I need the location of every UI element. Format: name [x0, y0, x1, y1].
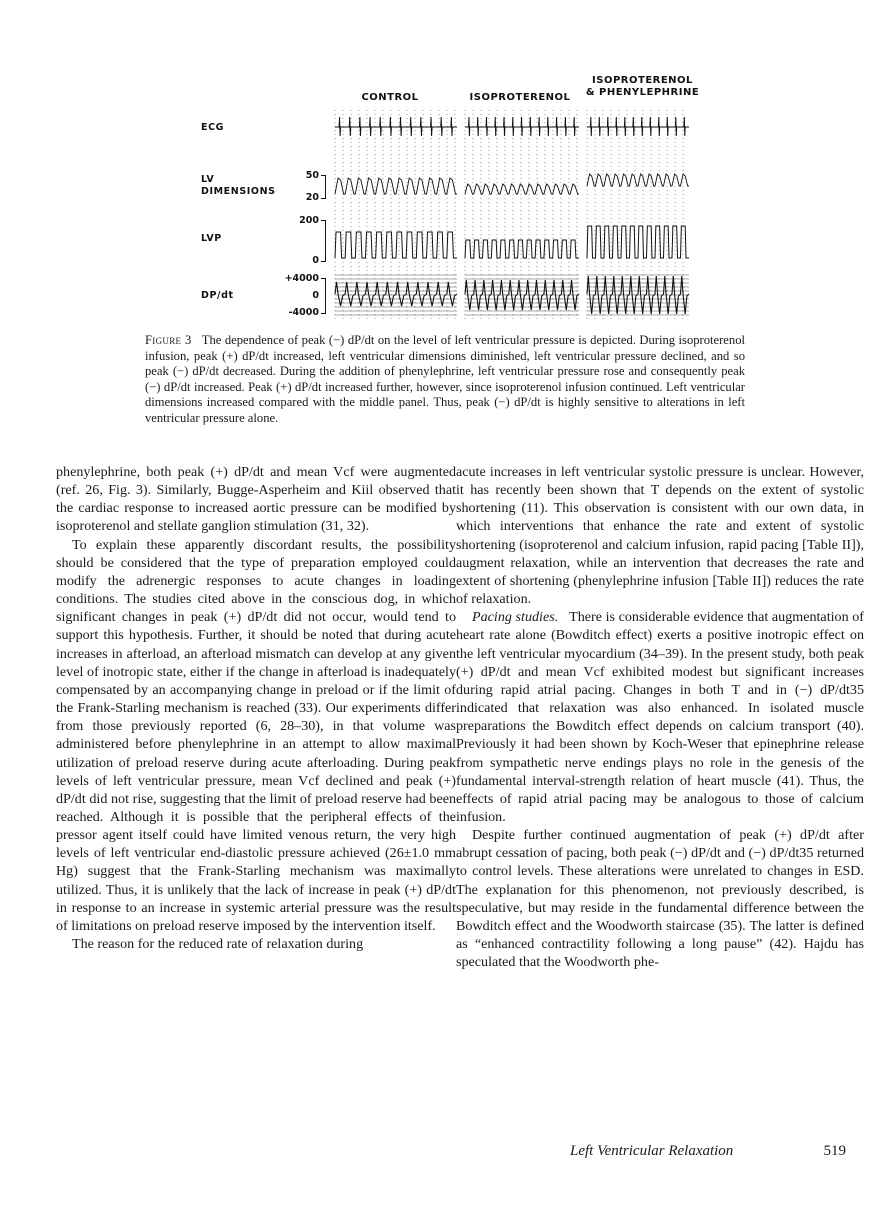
paragraph: Despite further continued augmentation of peak (+) dP/dt after abrupt cessation of pacing, both peak (−) dP/dt and (−) dP/dt35 returned to control levels. These alterations were unrelated to changes in ESD. The explanation for this phenomenon, not previously described, is speculative, but may reside in the fundamental difference between the Bowditch effect and the Woodworth staircase (35). The latter is defined as “enhanced contractility following a long pause” (42). Hajdu has speculated that the Woodworth phe-	[456, 827, 864, 971]
caption-text: The dependence of peak (−) dP/dt on the level of left ventricular pressure is depicted. During isoproterenol infusion, peak (+) dP/dt increased, left ventricular dimensions diminished, left ventricular pressure declined, and so peak (−) dP/dt decreased. During the addition of phenylephrine, left ventricular pressure rose and consequently peak (−) dP/dt increased. Peak (+) dP/dt increased further, however, since isoproterenol infusion continued. Left ventricular dimensions increased compared with the middle panel. Thus, peak (−) dP/dt is highly sensitive to alterations in left ventricular pressure alone.	[145, 333, 745, 425]
tick-dpdt-minus4000: -4000	[288, 307, 319, 318]
row-label-lvp: LVP	[201, 233, 222, 244]
figure-caption	[145, 333, 745, 427]
panel-title-isoproterenol: ISOPROTERENOL	[469, 92, 571, 103]
caption-label: Figure 3	[145, 333, 192, 347]
body-left-column	[56, 463, 456, 953]
body-right-column	[456, 463, 864, 971]
paragraph-pacing-studies	[456, 608, 864, 826]
ecg-trace	[465, 117, 579, 136]
running-title: Left Ventricular Relaxation	[570, 1143, 734, 1159]
paragraph: phenylephrine, both peak (+) dP/dt and mean Vcf were augmented (ref. 26, Fig. 3). Similarly, Bugge-Asperheim and Kiil observed that the cardiac response to increased aortic pressure can be modified by isoproterenol and stellate ganglion stimulation (31, 32).	[56, 464, 456, 535]
row-label-lv: LV	[201, 174, 215, 185]
tick-lvd-50: 50	[305, 170, 319, 181]
tick-dpdt-0: 0	[312, 290, 319, 301]
paragraph: acute increases in left ventricular systolic pressure is unclear. However, it has recently been shown that T depends on the extent of systolic shortening (11). This observation is consistent with our own data, in which interventions that enhance the rate and extent of systolic shortening (isoproterenol and calcium infusion, rapid pacing [Table II]), augment relaxation, while an intervention that decreases the rate and extent of shortening (phenylephrine infusion [Table II]) reduces the rate of relaxation.	[456, 464, 864, 608]
lv-dimension-trace	[465, 184, 579, 194]
row-label-dimensions: DIMENSIONS	[201, 186, 276, 197]
panel-title-line2: & PHENYLEPHRINE	[585, 87, 700, 98]
tick-lvp-0: 0	[312, 255, 319, 266]
panel-title-line1: ISOPROTERENOL	[592, 75, 693, 86]
tick-lvp-200: 200	[299, 215, 319, 226]
row-label-ecg: ECG	[201, 122, 225, 133]
row-label-dpdt: DP/dt	[201, 290, 234, 301]
section-heading-pacing-studies: Pacing studies.	[472, 609, 559, 626]
tick-dpdt-plus4000: +4000	[284, 273, 319, 284]
lvp-trace	[465, 240, 579, 258]
tracings-svg	[195, 70, 695, 325]
panel-title-control: CONTROL	[361, 92, 419, 103]
page-number: 519	[823, 1143, 846, 1159]
paragraph: To explain these apparently discordant results, the possibility should be considered that the type of preparation employed could modify the adrenergic responses to acute changes in loading conditions. The studies cited above in the conscious dog, in which significant changes in peak (+) dP/dt did not occur, would tend to support this hypothesis. Further, it should be noted that during acute increases in afterload, an afterload mismatch can develop at any given level of inotropic state, either if the change in afterload is inadequately compensated by an accompanying change in preload or if the limit of the Frank-Starling mechanism is reached (33). Our experiments differ from those previously reported (6, 28–30), in that volume was administered before phenylephrine in an attempt to allow maximal utilization of preload reserve during acute afterloading. During peak levels of left ventricular pressure, mean Vcf declined and peak (+) dP/dt did not rise, suggesting that the limit of preload reserve had been reached. Although it is possible that the peripheral effects of the pressor agent itself could have limited venous return, the very high levels of left ventricular end-diastolic pressure achieved (26±1.0 mm Hg) suggest that the Frank-Starling mechanism was maximally utilized. Thus, it is unlikely that the lack of increase in peak (+) dP/dt in response to an increase in systemic arterial pressure was the result of limitations on preload reserve imposed by the intervention itself.	[56, 536, 456, 934]
paragraph: The reason for the reduced rate of relaxation during	[72, 936, 364, 953]
figure-3	[195, 70, 700, 325]
lv-dimension-trace	[587, 174, 689, 186]
lvp-trace	[587, 226, 689, 258]
page-footer	[570, 1143, 846, 1160]
ecg-trace	[587, 117, 689, 136]
ecg-trace	[335, 117, 457, 136]
tick-lvd-20: 20	[305, 192, 319, 203]
paragraph-text: There is considerable evidence that augmentation of heart rate alone (Bowditch effect) exerts a positive inotropic effect on the left ventricular myocardium (34–39). In the present study, both peak (+) dP/dt and mean Vcf exhibited modest but significant increases during rapid atrial pacing. Changes in both T and in (−) dP/dt35 indicated that relaxation was also enhanced. In isolated muscle preparations the Bowditch effect depends on calcium transport (40). Previously it had been shown by Koch-Weser that epinephrine release from sympathetic nerve endings plays no role in the genesis of the fundamental interval-strength relation of heart muscle (41). Thus, the effects of rapid atrial pacing may be analogous to those of calcium infusion.	[456, 609, 864, 825]
